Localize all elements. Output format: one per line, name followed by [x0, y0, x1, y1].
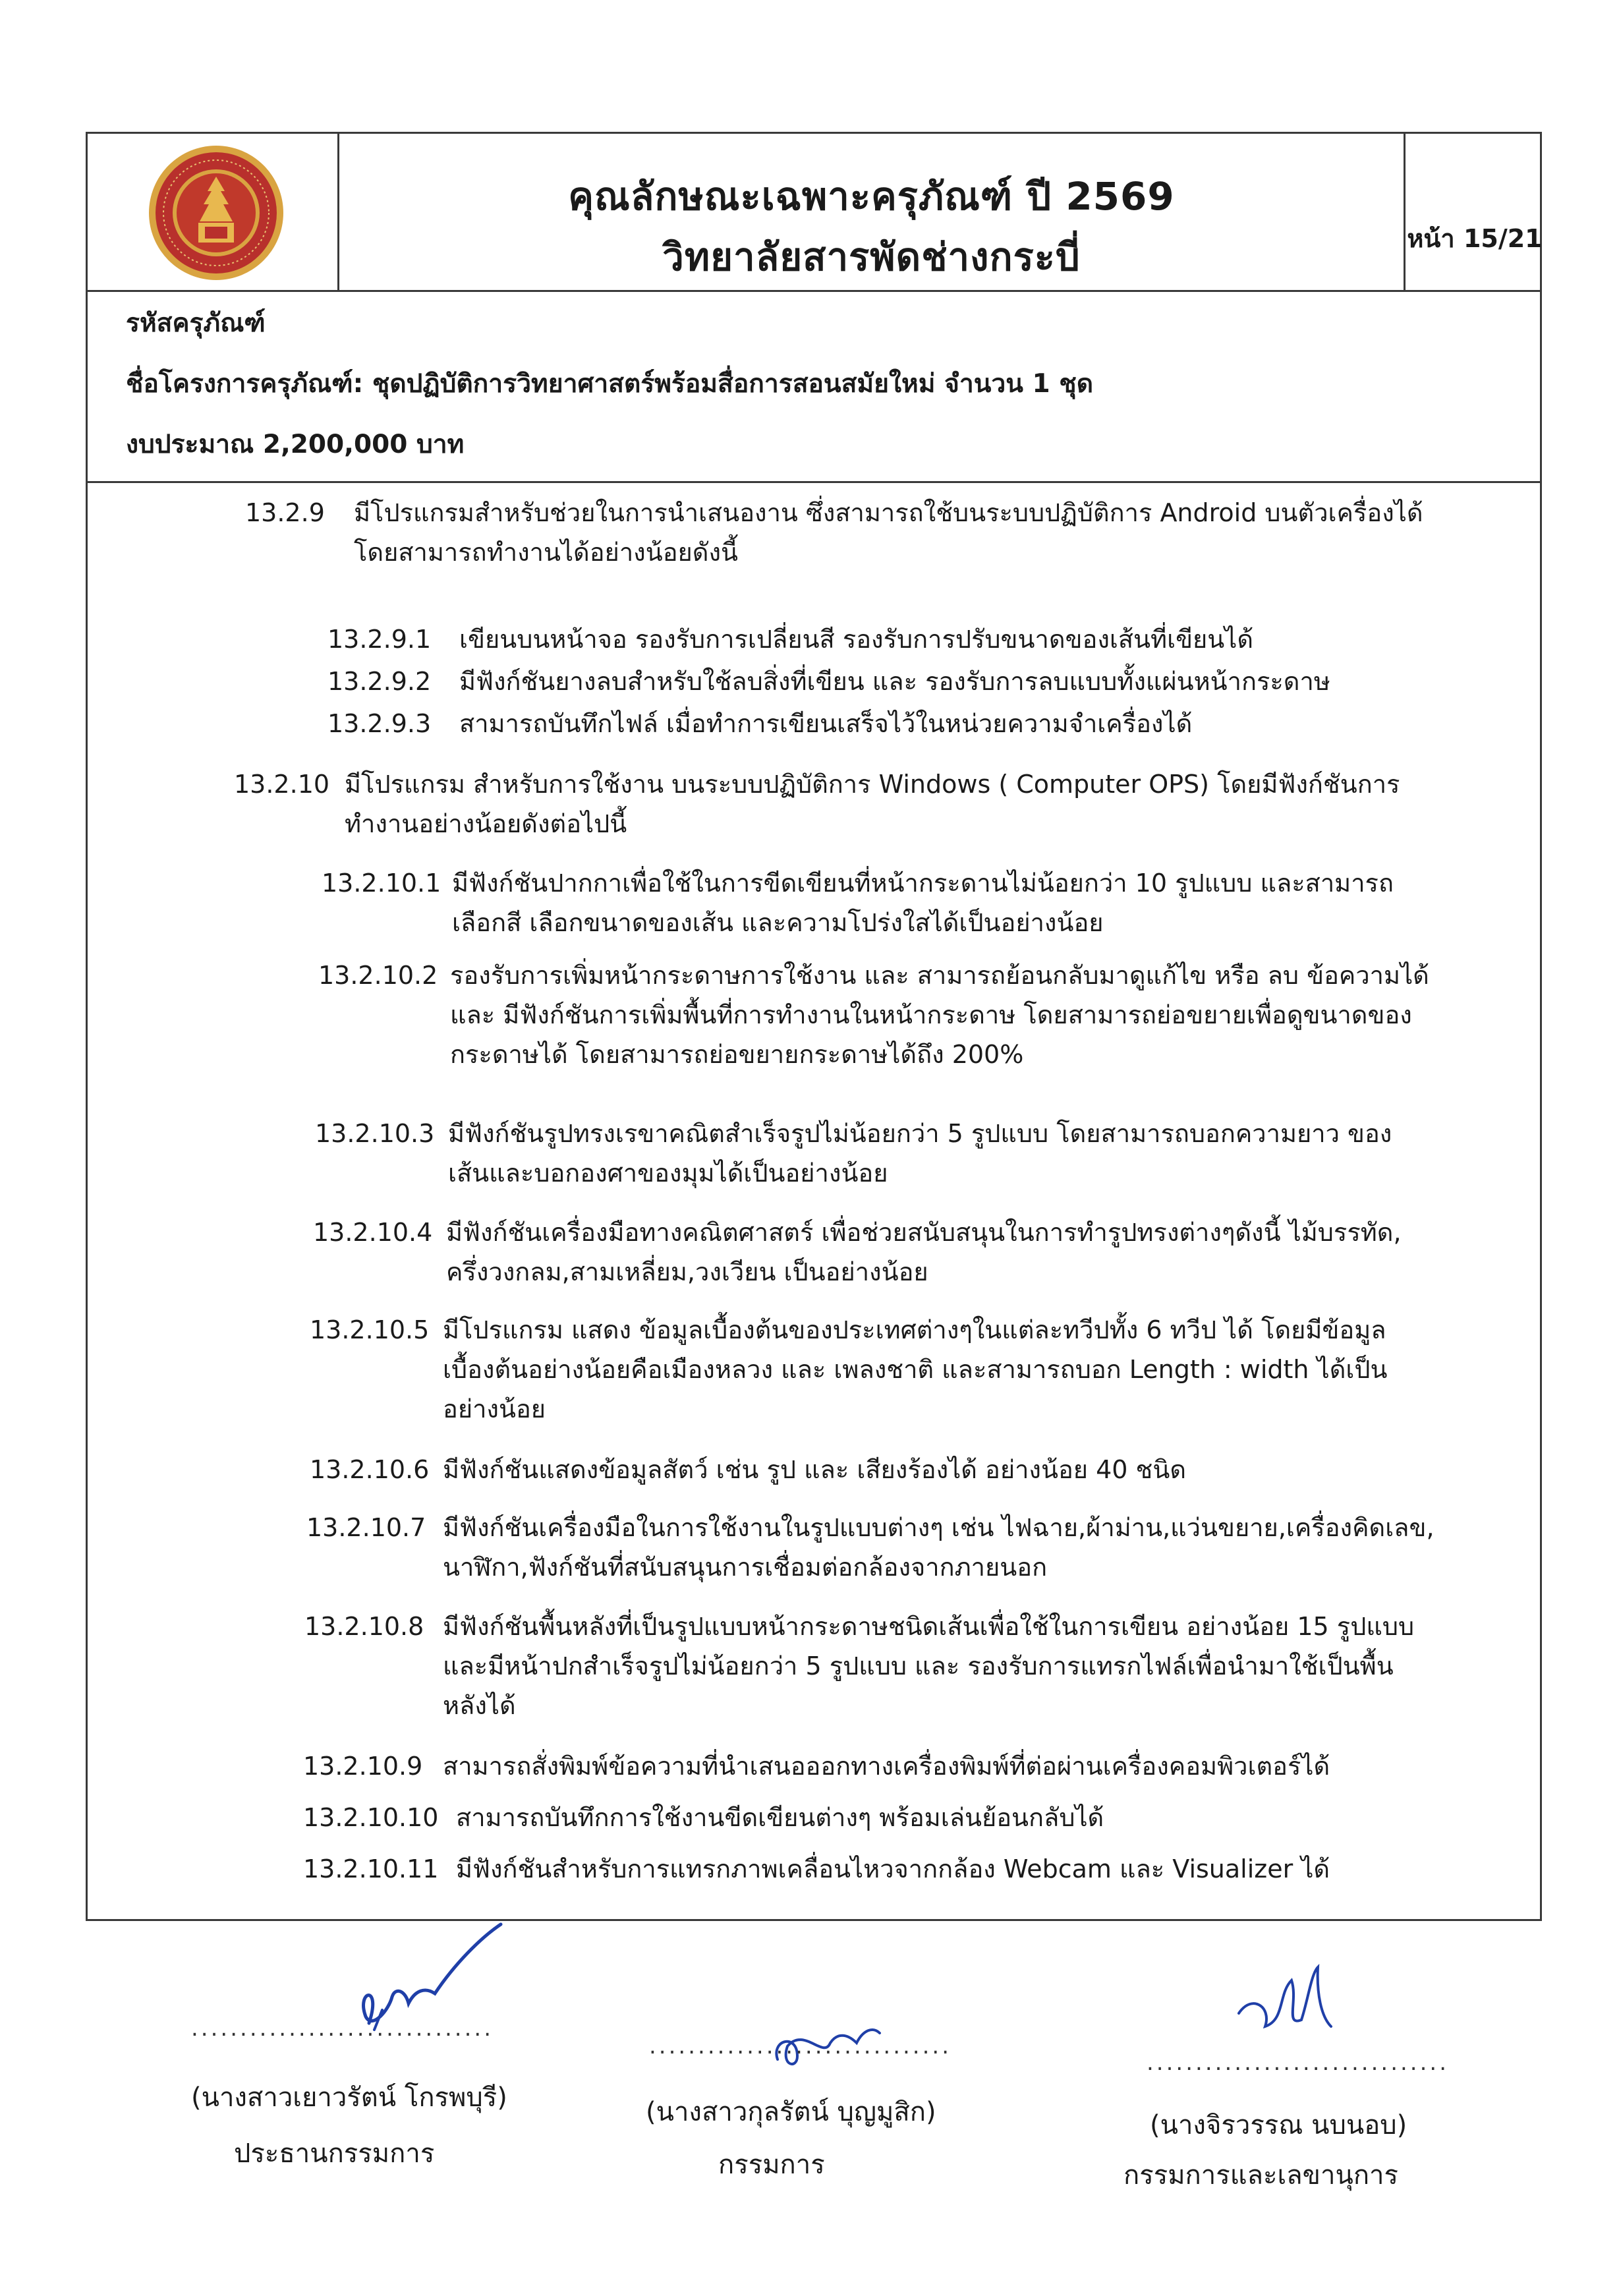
college-name: วิทยาลัยสารพัดช่างกระบี่ [662, 235, 1081, 279]
spec-text: มีฟังก์ชันเครื่องมือทางคณิตศาสตร์ เพื่อช่วยสนับสนุนในการทำรูปทรงต่างๆดังนี้ ไม้บรรทัด, [446, 1218, 1402, 1247]
spec-text: มีฟังก์ชันสำหรับการแทรกภาพเคลื่อนไหวจากกล้อง Webcam และ Visualizer ได้ [456, 1854, 1330, 1883]
spec-number: 13.2.10.3 [315, 1119, 435, 1148]
spec-text: ครึ่งวงกลม,สามเหลี่ยม,วงเวียน เป็นอย่างน้อย [446, 1257, 928, 1286]
spec-text: โดยสามารถทำงานได้อย่างน้อยดังนี้ [354, 538, 738, 567]
project-info [88, 292, 1540, 483]
spec-text: สามารถบันทึกไฟล์ เมื่อทำการเขียนเสร็จไว้ในหน่วยความจำเครื่องได้ [459, 709, 1193, 738]
signature-line: ............................... [191, 2015, 494, 2042]
spec-text: เบื้องต้นอย่างน้อยคือเมืองหลวง และ เพลงชาติ และสามารถบอก Length : width ได้เป็น [443, 1355, 1388, 1384]
spec-number: 13.2.10.8 [304, 1612, 424, 1641]
spec-text: มีโปรแกรม สำหรับการใช้งาน บนระบบปฏิบัติการ Windows ( Computer OPS) โดยมีฟังก์ชันการ [345, 770, 1400, 799]
spec-text: สามารถสั่งพิมพ์ข้อความที่นำเสนอออกทางเครื่องพิมพ์ที่ต่อผ่านเครื่องคอมพิวเตอร์ได้ [443, 1752, 1330, 1781]
vocational-commission-seal-icon [147, 144, 285, 282]
spec-number: 13.2.9.2 [327, 667, 432, 696]
spec-number: 13.2.10.4 [313, 1218, 433, 1247]
logo-cell [88, 134, 339, 290]
title-cell [339, 134, 1406, 290]
project-name: ชื่อโครงการครุภัณฑ์: ชุดปฏิบัติการวิทยาศาสตร์พร้อมสื่อการสอนสมัยใหม่ จำนวน 1 ชุด [126, 369, 1094, 399]
signature-mark-icon [1226, 1954, 1338, 2046]
spec-text: มีฟังก์ชันแสดงข้อมูลสัตว์ เช่น รูป และ เสียงร้องได้ อย่างน้อย 40 ชนิด [443, 1455, 1186, 1484]
spec-number: 13.2.10.2 [318, 961, 438, 990]
document-title: คุณลักษณะเฉพาะครุภัณฑ์ ปี 2569 [568, 174, 1175, 219]
spec-text: มีฟังก์ชันยางลบสำหรับใช้ลบสิ่งที่เขียน และ รองรับการลบแบบทั้งแผ่นหน้ากระดาษ [459, 667, 1330, 696]
document-header [88, 134, 1543, 292]
spec-number: 13.2.10.5 [310, 1315, 430, 1344]
signature-line: ............................... [649, 2033, 952, 2059]
spec-text: อย่างน้อย [443, 1394, 546, 1423]
spec-text: มีฟังก์ชันปากกาเพื่อใช้ในการขีดเขียนที่หน้ากระดานไม่น้อยกว่า 10 รูปแบบ และสามารถ [452, 869, 1394, 898]
equipment-code-label: รหัสครุภัณฑ์ [126, 308, 266, 338]
spec-number: 13.2.10.6 [310, 1455, 430, 1484]
spec-text: และ มีฟังก์ชันการเพิ่มพื้นที่การทำงานในหน้ากระดาษ โดยสามารถย่อขยายเพื่อดูขนาดของ [450, 1000, 1412, 1029]
spec-text: สามารถบันทึกการใช้งานขีดเขียนต่างๆ พร้อมเล่นย้อนกลับได้ [456, 1803, 1104, 1832]
spec-number: 13.2.10 [234, 770, 330, 799]
budget: งบประมาณ 2,200,000 บาท [126, 430, 465, 459]
spec-number: 13.2.10.9 [303, 1752, 423, 1781]
spec-text: เลือกสี เลือกขนาดของเส้น และความโปร่งใสได้เป็นอย่างน้อย [452, 908, 1104, 937]
spec-text: ทำงานอย่างน้อยดังต่อไปนี้ [345, 809, 627, 838]
spec-text: หลังได้ [443, 1691, 516, 1720]
spec-text: รองรับการเพิ่มหน้ากระดาษการใช้งาน และ สามารถย้อนกลับมาดูแก้ไข หรือ ลบ ข้อความได้ [450, 961, 1429, 990]
spec-text: และมีหน้าปกสำเร็จรูปไม่น้อยกว่า 5 รูปแบบ และ รองรับการแทรกไฟล์เพื่อนำมาใช้เป็นพื้น [443, 1651, 1394, 1680]
signatory-role: กรรมการ [718, 2150, 825, 2180]
signatory-role: ประธานกรรมการ [234, 2138, 435, 2169]
spec-text: มีฟังก์ชันรูปทรงเรขาคณิตสำเร็จรูปไม่น้อยกว่า 5 รูปแบบ โดยสามารถบอกความยาว ของ [448, 1119, 1392, 1148]
spec-number: 13.2.9.1 [327, 625, 432, 654]
spec-text: กระดาษได้ โดยสามารถย่อขยายกระดาษได้ถึง 200% [450, 1040, 1024, 1069]
signatory-name: (นางสาวกุลรัตน์ บุญมูสิก) [646, 2097, 936, 2127]
spec-number: 13.2.9 [245, 498, 325, 527]
spec-text: เขียนบนหน้าจอ รองรับการเปลี่ยนสี รองรับการปรับขนาดของเส้นที่เขียนได้ [459, 625, 1254, 654]
page-number: หน้า 15/21 [1407, 224, 1543, 253]
signature-line: ............................... [1147, 2050, 1450, 2076]
spec-text: นาฬิกา,ฟังก์ชันที่สนับสนุนการเชื่อมต่อกล้องจากภายนอก [443, 1553, 1048, 1582]
signatory-name: (นางจิรวรรณ นบนอบ) [1150, 2110, 1407, 2140]
signatory-role: กรรมการและเลขานุการ [1123, 2160, 1398, 2191]
spec-text: มีฟังก์ชันเครื่องมือในการใช้งานในรูปแบบต่างๆ เช่น ไฟฉาย,ผ้าม่าน,แว่นขยาย,เครื่องคิดเลข, [443, 1513, 1434, 1542]
spec-number: 13.2.10.1 [322, 869, 441, 898]
spec-text: มีโปรแกรมสำหรับช่วยในการนำเสนองาน ซึ่งสามารถใช้บนระบบปฏิบัติการ Android บนตัวเครื่องได้ [354, 498, 1423, 527]
spec-number: 13.2.9.3 [327, 709, 432, 738]
spec-text: มีโปรแกรม แสดง ข้อมูลเบื้องต้นของประเทศต่างๆในแต่ละทวีปทั้ง 6 ทวีป ได้ โดยมีข้อมูล [443, 1315, 1386, 1344]
spec-number: 13.2.10.7 [306, 1513, 426, 1542]
spec-number: 13.2.10.11 [303, 1854, 439, 1883]
signatory-name: (นางสาวเยาวรัตน์ โกรพบุรี) [191, 2082, 507, 2113]
page-cell [1406, 134, 1544, 290]
spec-text: มีฟังก์ชันพื้นหลังที่เป็นรูปแบบหน้ากระดาษชนิดเส้นเพื่อใช้ในการเขียน อย่างน้อย 15 รูปแบบ [443, 1612, 1415, 1641]
spec-text: เส้นและบอกองศาของมุมได้เป็นอย่างน้อย [448, 1159, 888, 1188]
spec-number: 13.2.10.10 [303, 1803, 439, 1832]
